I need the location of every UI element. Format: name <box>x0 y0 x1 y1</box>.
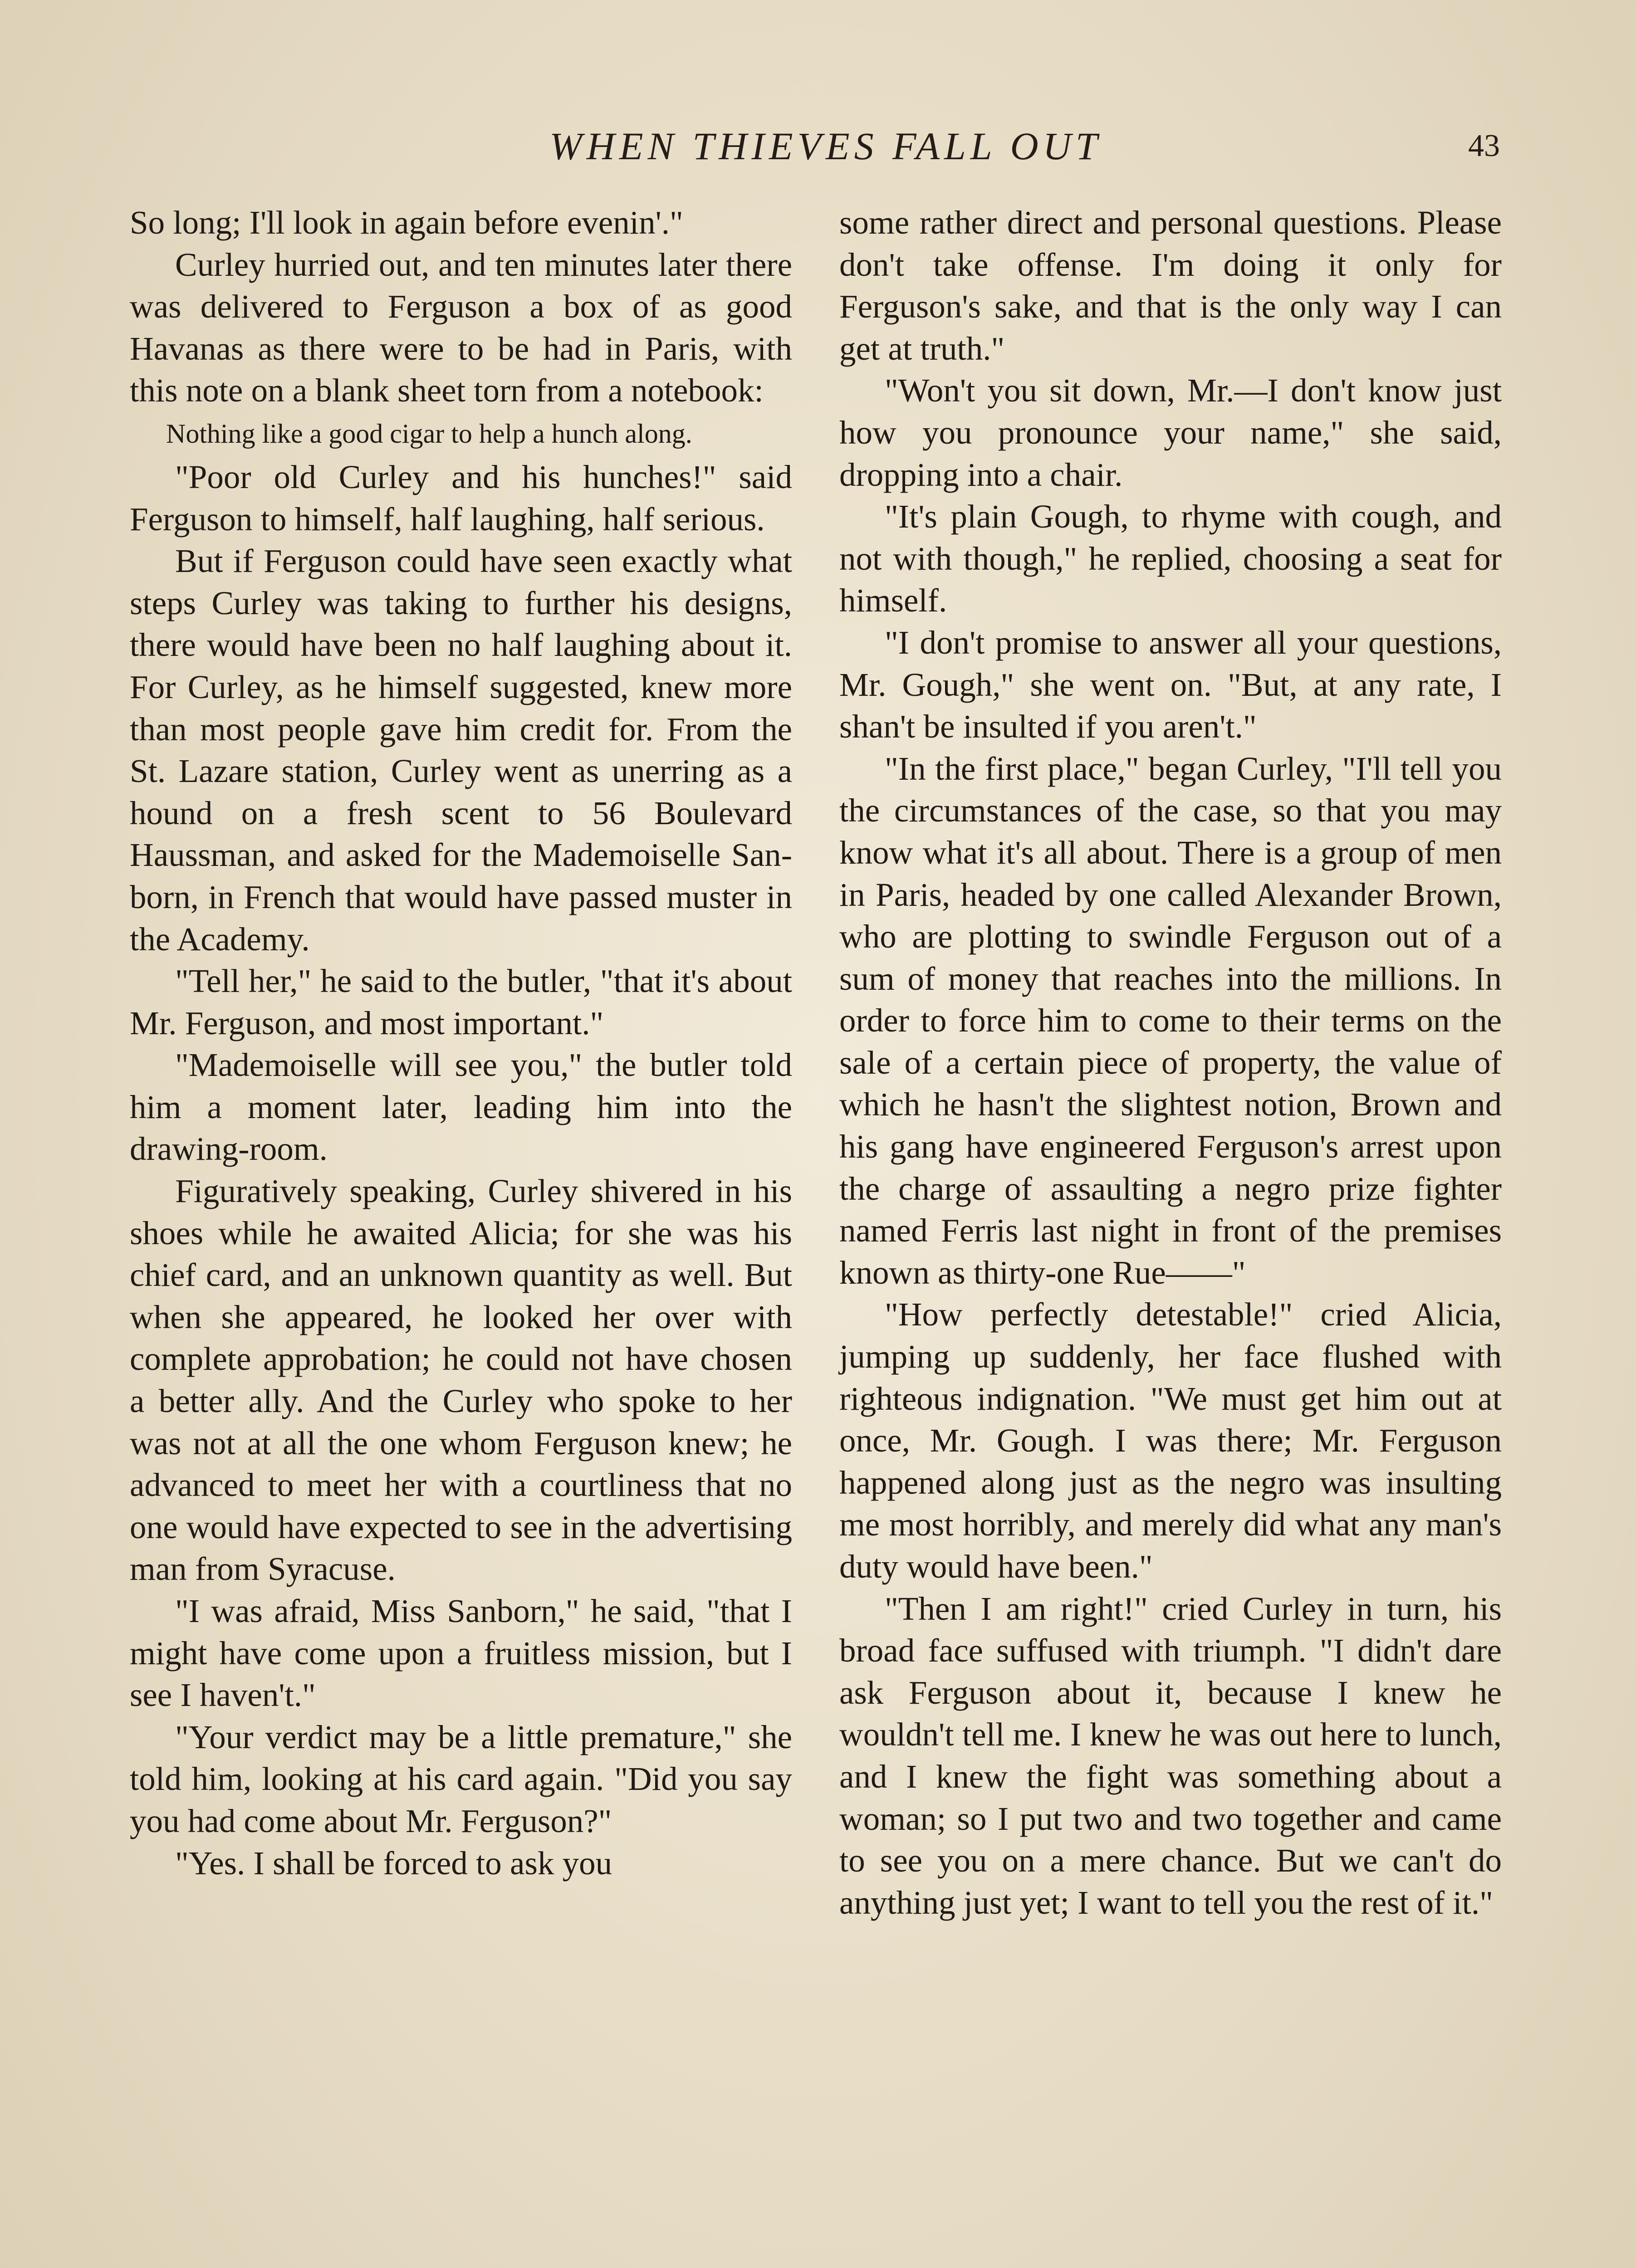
paragraph: "Yes. I shall be forced to ask you <box>175 1844 612 1882</box>
paragraph: some rather direct and personal questions. Please don't take offense. I'm doing it only for Ferguson's sake, and that is the only way I can get at truth." <box>839 204 1502 367</box>
paragraph: "I don't promise to answer all your questions, Mr. Gough," she went on. "But, at any rate, I shan't be insulted if you aren't." <box>839 624 1502 745</box>
paragraph: Figuratively speaking, Curley shivered in his shoes while he awaited Alicia; for she was his chief card, and an unknown quantity as well. But when she appeared, he looked her over with complete approbation; he could not have chosen a better ally. And the Curley who spoke to her was not at all the one whom Ferguson knew; he advanced to meet her with a courtliness that no one would have expected to see in the advertising man from Syracuse. <box>130 1173 792 1588</box>
running-head <box>0 119 1636 173</box>
page-number: 43 <box>1468 128 1500 163</box>
paragraph: "How perfectly detestable!" cried Alicia, jumping up suddenly, her face flushed with righteous indignation. "We must get him out at once, Mr. Gough. I was there; Mr. Ferguson happened along just as the negro was insulting me most horribly, and merely did what any man's duty would have been." <box>839 1296 1502 1585</box>
paragraph: Curley hurried out, and ten minutes later there was delivered to Ferguson a box of as good Havanas as there were to be had in Paris, with this note on a blank sheet torn from a notebook: <box>130 246 792 409</box>
paragraph: "In the first place," began Curley, "I'll tell you the circumstances of the case, so that you may know what it's all about. There is a group of men in Paris, headed by one called Alexander Brown, who are plotting to swindle Ferguson out of a sum of money that reaches into the millions. In order to force him to come to their terms on the sale of a certain piece of property, the value of which he hasn't the slightest notion, Brown and his gang have engineered Ferguson's arrest upon the charge of assaulting a negro prize fighter named Ferris last night in front of the premises known as thirty-one Rue——" <box>839 750 1502 1291</box>
running-title: WHEN THIEVES FALL OUT <box>549 124 1102 168</box>
left-column <box>130 202 792 1884</box>
paragraph: "Your verdict may be a little premature," she told him, looking at his card again. "Did you say you had come about Mr. Ferguson?" <box>130 1718 792 1839</box>
paragraph: "Won't you sit down, Mr.—I don't know just how you pronounce your name," she said, dropping into a chair. <box>839 372 1502 493</box>
paragraph: But if Ferguson could have seen exactly what steps Curley was taking to further his designs, there would have been no half laughing about it. For Curley, as he himself suggested, knew more than most people gave him credit for. From the St. Lazare station, Curley went as unerring as a hound on a fresh scent to 56 Boulevard Haussman, and asked for the Mademoiselle Sanborn, in French that would have passed muster in the Academy. <box>130 543 792 958</box>
paragraph: So long; I'll look in again before evenin'." <box>130 204 683 241</box>
paragraph: "Then I am right!" cried Curley in turn, his broad face suffused with triumph. "I didn't dare ask Ferguson about it, because I knew he wouldn't tell me. I knew he was out here to lunch, and I knew the fight was something about a woman; so I put two and two together and came to see you on a mere chance. But we can't do anything just yet; I want to tell you the rest of it." <box>839 1590 1502 1921</box>
paragraph: "Mademoiselle will see you," the butler told him a moment later, leading him into the drawing-room. <box>130 1046 792 1168</box>
paragraph: "Tell her," he said to the butler, "that it's about Mr. Ferguson, and most important." <box>130 963 792 1041</box>
paragraph: "Poor old Curley and his hunches!" said Ferguson to himself, half laughing, half serious. <box>130 458 792 538</box>
paragraph: "I was afraid, Miss Sanborn," he said, "that I might have come upon a fruitless mission, but I see I haven't." <box>130 1593 792 1714</box>
right-column <box>839 202 1502 1924</box>
paragraph: "It's plain Gough, to rhyme with cough, and not with though," he replied, choosing a seat for himself. <box>839 498 1502 619</box>
cigar-note: Nothing like a good cigar to help a hunch along. <box>166 418 692 449</box>
